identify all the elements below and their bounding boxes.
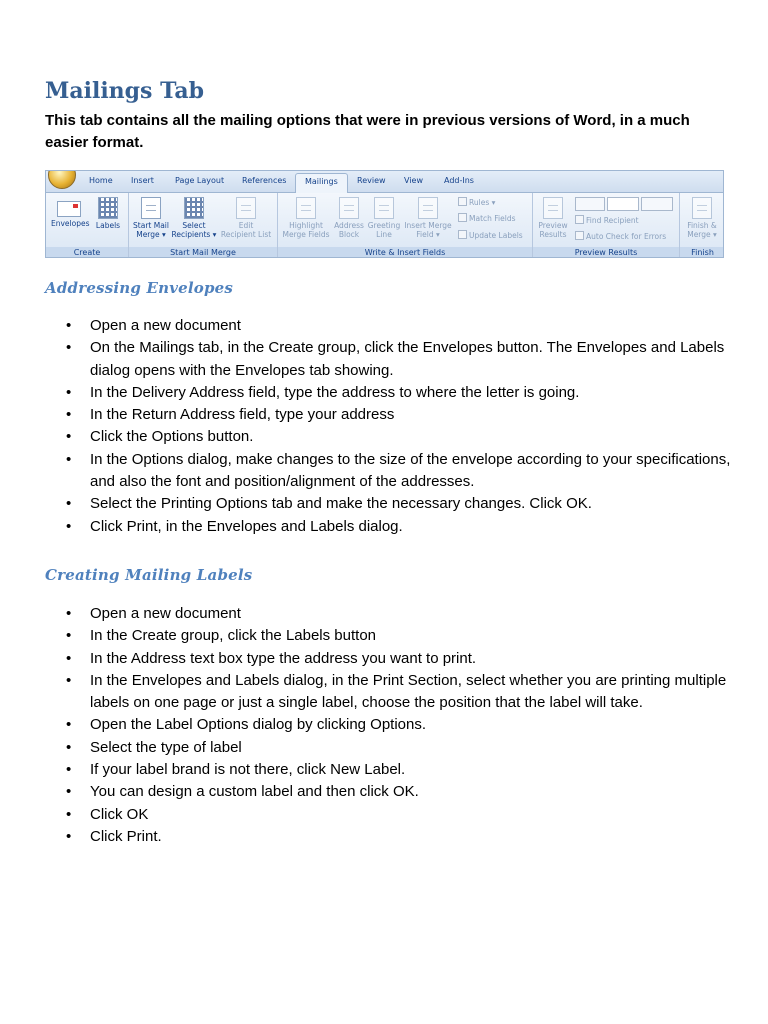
group-label-create: Create bbox=[46, 247, 128, 258]
office-button-icon[interactable] bbox=[48, 170, 76, 189]
label-steps-list bbox=[66, 603, 736, 848]
envelope-steps-list bbox=[66, 315, 736, 538]
greeting-line-button[interactable]: Greeting Line bbox=[366, 197, 402, 239]
list-item: • You can design a custom label and then click OK. bbox=[66, 781, 736, 803]
group-write-insert-fields bbox=[278, 193, 533, 258]
list-item: • In the Return Address field, type your address bbox=[66, 404, 736, 426]
page-title: Mailings Tab bbox=[45, 78, 205, 104]
list-item: • In the Envelopes and Labels dialog, in the Print Section, select whether you are printing multiple labels on one page or just a single label, choose the position that the label will take. bbox=[66, 670, 736, 715]
list-item: • In the Delivery Address field, type the address to where the letter is going. bbox=[66, 382, 736, 404]
select-recipients-button[interactable]: Select Recipients ▾ bbox=[171, 197, 217, 239]
greeting-line-icon bbox=[374, 197, 394, 219]
match-fields-icon bbox=[458, 213, 467, 222]
list-item: • Select the type of label bbox=[66, 737, 736, 759]
envelope-icon bbox=[57, 201, 81, 217]
record-number-input[interactable] bbox=[607, 197, 639, 211]
ribbon-body bbox=[46, 193, 723, 258]
record-nav-back-buttons[interactable] bbox=[575, 197, 605, 211]
group-label-start-mail-merge: Start Mail Merge bbox=[129, 247, 277, 258]
preview-results-button[interactable]: Preview Results bbox=[535, 197, 571, 239]
auto-check-errors-icon bbox=[575, 231, 584, 240]
list-item: • Click OK bbox=[66, 804, 736, 826]
group-finish bbox=[680, 193, 724, 258]
ribbon-tab-bar bbox=[46, 171, 723, 193]
list-item: • In the Create group, click the Labels button bbox=[66, 625, 736, 647]
highlight-merge-fields-button[interactable]: Highlight Merge Fields bbox=[280, 197, 332, 239]
group-start-mail-merge bbox=[129, 193, 278, 258]
tab-view[interactable]: View bbox=[404, 176, 423, 185]
finish-merge-button[interactable]: Finish & Merge ▾ bbox=[682, 197, 722, 239]
insert-merge-field-button[interactable]: Insert Merge Field ▾ bbox=[402, 197, 454, 239]
group-create bbox=[46, 193, 129, 258]
mailings-ribbon bbox=[45, 170, 724, 258]
edit-recipient-list-button[interactable]: Edit Recipient List bbox=[217, 197, 275, 239]
intro-paragraph: This tab contains all the mailing options that were in previous versions of Word, in a much easier format. bbox=[45, 112, 690, 151]
group-label-write-insert-fields: Write & Insert Fields bbox=[278, 247, 532, 258]
heading-addressing-envelopes: Addressing Envelopes bbox=[45, 279, 234, 297]
list-item: • In the Options dialog, make changes to the size of the envelope according to your specifications, and also the font and position/alignment of the addresses. bbox=[66, 449, 736, 494]
list-item: • Click Print. bbox=[66, 826, 736, 848]
list-item: • Select the Printing Options tab and make the necessary changes. Click OK. bbox=[66, 493, 736, 515]
tab-mailings[interactable]: Mailings bbox=[295, 173, 348, 194]
group-label-preview-results: Preview Results bbox=[533, 247, 679, 258]
group-label-finish: Finish bbox=[680, 247, 724, 258]
edit-recipient-list-icon bbox=[236, 197, 256, 219]
record-nav-forward-buttons[interactable] bbox=[641, 197, 673, 211]
tab-review[interactable]: Review bbox=[357, 176, 386, 185]
update-labels-icon bbox=[458, 230, 467, 239]
auto-check-errors-button[interactable]: Auto Check for Errors bbox=[575, 231, 666, 242]
select-recipients-icon bbox=[184, 197, 204, 219]
tab-add-ins[interactable]: Add-Ins bbox=[444, 176, 474, 185]
group-preview-results bbox=[533, 193, 680, 258]
tab-home[interactable]: Home bbox=[89, 176, 113, 185]
list-item: • Open a new document bbox=[66, 603, 736, 625]
list-item: • If your label brand is not there, click New Label. bbox=[66, 759, 736, 781]
find-recipient-button[interactable]: Find Recipient bbox=[575, 215, 639, 226]
labels-button[interactable]: Labels bbox=[93, 197, 123, 230]
tab-page-layout[interactable]: Page Layout bbox=[175, 176, 225, 185]
address-block-icon bbox=[339, 197, 359, 219]
insert-merge-field-icon bbox=[418, 197, 438, 219]
rules-button[interactable]: Rules ▾ bbox=[458, 197, 495, 208]
list-item: • In the Address text box type the address you want to print. bbox=[66, 648, 736, 670]
list-item: • Open the Label Options dialog by clicking Options. bbox=[66, 714, 736, 736]
envelopes-button[interactable]: Envelopes bbox=[51, 197, 87, 228]
preview-results-icon bbox=[543, 197, 563, 219]
list-item: • Open a new document bbox=[66, 315, 736, 337]
finish-merge-icon bbox=[692, 197, 712, 219]
heading-creating-mailing-labels: Creating Mailing Labels bbox=[45, 566, 253, 584]
address-block-button[interactable]: Address Block bbox=[332, 197, 366, 239]
find-recipient-icon bbox=[575, 215, 584, 224]
match-fields-button[interactable]: Match Fields bbox=[458, 213, 516, 224]
tab-references[interactable]: References bbox=[242, 176, 287, 185]
start-mail-merge-icon bbox=[141, 197, 161, 219]
tab-insert[interactable]: Insert bbox=[131, 176, 154, 185]
list-item: • Click Print, in the Envelopes and Labels dialog. bbox=[66, 516, 736, 538]
highlight-merge-fields-icon bbox=[296, 197, 316, 219]
update-labels-button[interactable]: Update Labels bbox=[458, 230, 523, 241]
labels-icon bbox=[98, 197, 118, 219]
rules-icon bbox=[458, 197, 467, 206]
start-mail-merge-button[interactable]: Start Mail Merge ▾ bbox=[131, 197, 171, 239]
list-item: • On the Mailings tab, in the Create group, click the Envelopes button. The Envelopes and Labels dialog opens with the Envelopes tab showing. bbox=[66, 337, 736, 382]
list-item: • Click the Options button. bbox=[66, 426, 736, 448]
